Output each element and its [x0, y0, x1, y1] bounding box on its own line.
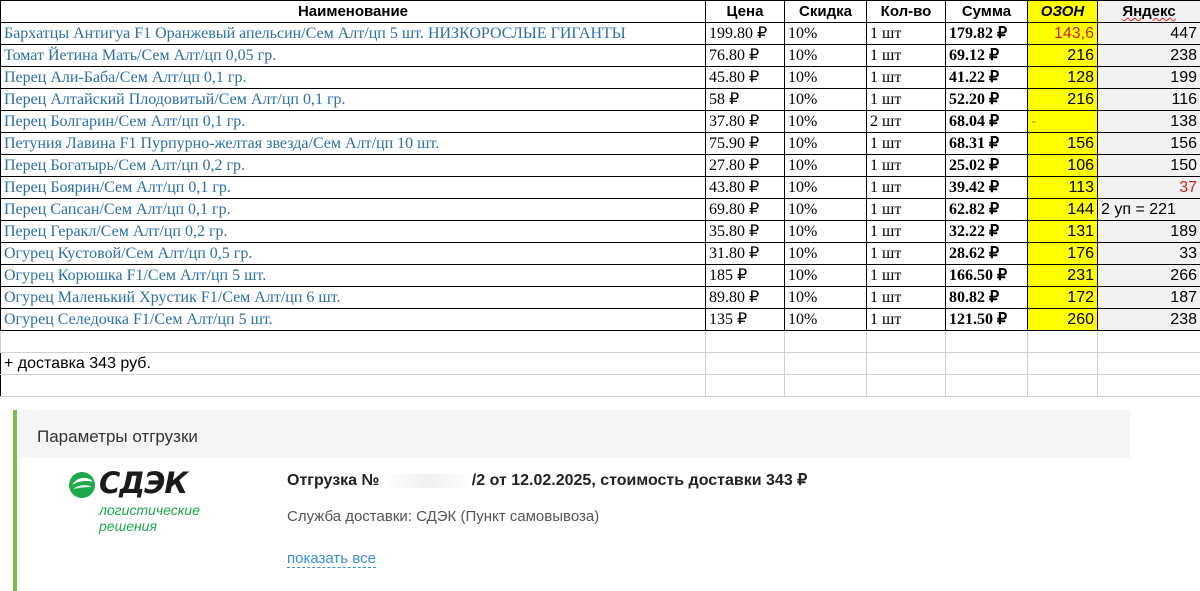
empty-row: [1, 375, 1200, 397]
cell-qty[interactable]: 1 шт: [867, 45, 946, 67]
cell-qty[interactable]: 1 шт: [867, 23, 946, 45]
cell-price[interactable]: 135 ₽: [706, 309, 785, 331]
cell-name[interactable]: Томат Йетина Мать/Сем Алт/цп 0,05 гр.: [1, 45, 706, 67]
cell-name[interactable]: Петуния Лавина F1 Пурпурно-желтая звезда/Сем Алт/цп 10 шт.: [1, 133, 706, 155]
cell-sum[interactable]: 179.82 ₽: [946, 23, 1028, 45]
cell-discount[interactable]: 10%: [785, 309, 867, 331]
show-all-link[interactable]: показать все: [287, 550, 376, 567]
cell-ozon[interactable]: 176: [1028, 243, 1098, 265]
cell-ozon[interactable]: 216: [1028, 45, 1098, 67]
table-row: [1, 243, 1200, 265]
cell-yandex[interactable]: 2 уп = 221: [1098, 199, 1200, 221]
cell-yandex[interactable]: 37: [1098, 177, 1200, 199]
cdek-logo-icon: [67, 470, 97, 500]
empty-cell[interactable]: [706, 331, 785, 353]
table-row: [1, 133, 1200, 155]
empty-cell[interactable]: [1028, 375, 1098, 397]
cell-discount[interactable]: 10%: [785, 243, 867, 265]
cell-name[interactable]: Перец Боярин/Сем Алт/цп 0,1 гр.: [1, 177, 706, 199]
shipment-title: [287, 470, 807, 490]
cell-discount[interactable]: 10%: [785, 155, 867, 177]
redacted-number: [384, 474, 472, 488]
cell-ozon[interactable]: 131: [1028, 221, 1098, 243]
empty-cell[interactable]: [706, 375, 785, 397]
cell-sum[interactable]: 41.22 ₽: [946, 67, 1028, 89]
cell-qty[interactable]: 1 шт: [867, 177, 946, 199]
shipment-prefix: Отгрузка №: [287, 472, 380, 489]
cell-qty[interactable]: 1 шт: [867, 309, 946, 331]
logo-sub-line: логистические: [99, 502, 200, 518]
cell-discount[interactable]: 10%: [785, 67, 867, 89]
cell-discount[interactable]: 10%: [785, 265, 867, 287]
cell-qty[interactable]: 1 шт: [867, 243, 946, 265]
empty-cell[interactable]: [946, 353, 1028, 375]
cell-yandex[interactable]: 156: [1098, 133, 1200, 155]
cell-sum[interactable]: 80.82 ₽: [946, 287, 1028, 309]
table-row: [1, 221, 1200, 243]
cell-price[interactable]: 35.80 ₽: [706, 221, 785, 243]
cell-ozon[interactable]: 216: [1028, 89, 1098, 111]
cdek-logo: [67, 466, 247, 546]
cell-discount[interactable]: 10%: [785, 221, 867, 243]
cell-yandex[interactable]: 199: [1098, 67, 1200, 89]
cell-ozon[interactable]: 113: [1028, 177, 1098, 199]
cell-yandex[interactable]: 238: [1098, 45, 1200, 67]
cell-ozon[interactable]: 143,6: [1028, 23, 1098, 45]
header-price[interactable]: Цена: [706, 1, 785, 23]
empty-cell[interactable]: [867, 375, 946, 397]
cell-name[interactable]: Перец Богатырь/Сем Алт/цп 0,2 гр.: [1, 155, 706, 177]
panel-title: Параметры отгрузки: [17, 410, 1130, 458]
table-row: [1, 177, 1200, 199]
cell-qty[interactable]: 2 шт: [867, 111, 946, 133]
cell-name[interactable]: Огурец Маленький Хрустик F1/Сем Алт/цп 6 шт.: [1, 287, 706, 309]
cell-price[interactable]: 76.80 ₽: [706, 45, 785, 67]
empty-cell[interactable]: [1098, 353, 1200, 375]
table-row: [1, 111, 1200, 133]
cell-name[interactable]: Бархатцы Антигуа F1 Оранжевый апельсин/Сем Алт/цп 5 шт. НИЗКОРОСЛЫЕ ГИГАНТЫ: [1, 23, 706, 45]
cell-discount[interactable]: 10%: [785, 133, 867, 155]
cell-qty[interactable]: 1 шт: [867, 155, 946, 177]
cell-sum[interactable]: 52.20 ₽: [946, 89, 1028, 111]
empty-cell[interactable]: [1028, 331, 1098, 353]
table-row: [1, 155, 1200, 177]
table-row: [1, 67, 1200, 89]
cell-price[interactable]: 69.80 ₽: [706, 199, 785, 221]
cell-sum[interactable]: 69.12 ₽: [946, 45, 1028, 67]
cell-discount[interactable]: 10%: [785, 89, 867, 111]
cell-discount[interactable]: 10%: [785, 111, 867, 133]
logo-word: СДЭК: [99, 466, 188, 500]
cell-ozon[interactable]: 144: [1028, 199, 1098, 221]
empty-cell[interactable]: [1098, 331, 1200, 353]
cell-price[interactable]: 58 ₽: [706, 89, 785, 111]
cell-qty[interactable]: 1 шт: [867, 67, 946, 89]
cell-price[interactable]: 37.80 ₽: [706, 111, 785, 133]
cell-qty[interactable]: 1 шт: [867, 89, 946, 111]
cell-discount[interactable]: 10%: [785, 23, 867, 45]
header-ozon[interactable]: ОЗОН: [1028, 1, 1098, 23]
cell-sum[interactable]: 62.82 ₽: [946, 199, 1028, 221]
cell-discount[interactable]: 10%: [785, 177, 867, 199]
cell-qty[interactable]: 1 шт: [867, 221, 946, 243]
header-name[interactable]: Наименование: [1, 1, 706, 23]
cell-sum[interactable]: 28.62 ₽: [946, 243, 1028, 265]
table-row: [1, 45, 1200, 67]
cell-discount[interactable]: 10%: [785, 287, 867, 309]
cell-yandex[interactable]: 116: [1098, 89, 1200, 111]
empty-cell[interactable]: [1, 375, 706, 397]
cell-yandex[interactable]: 138: [1098, 111, 1200, 133]
empty-cell[interactable]: [867, 331, 946, 353]
empty-cell[interactable]: [1098, 375, 1200, 397]
delivery-row: [1, 353, 1200, 375]
cell-qty[interactable]: 1 шт: [867, 287, 946, 309]
cell-price[interactable]: 185 ₽: [706, 265, 785, 287]
header-yandex[interactable]: Яндекс: [1098, 1, 1200, 23]
cell-name[interactable]: Огурец Корюшка F1/Сем Алт/цп 5 шт.: [1, 265, 706, 287]
cell-ozon[interactable]: 106: [1028, 155, 1098, 177]
cell-price[interactable]: 31.80 ₽: [706, 243, 785, 265]
header-sum[interactable]: Сумма: [946, 1, 1028, 23]
cell-price[interactable]: 199.80 ₽: [706, 23, 785, 45]
cell-discount[interactable]: 10%: [785, 199, 867, 221]
cell-price[interactable]: 75.90 ₽: [706, 133, 785, 155]
cell-ozon[interactable]: 260: [1028, 309, 1098, 331]
cell-yandex[interactable]: 150: [1098, 155, 1200, 177]
cell-yandex[interactable]: 266: [1098, 265, 1200, 287]
empty-cell[interactable]: [785, 353, 867, 375]
cell-yandex[interactable]: 33: [1098, 243, 1200, 265]
shipment-suffix: /2 от 12.02.2025, стоимость доставки 343 ₽: [471, 472, 808, 489]
cell-ozon[interactable]: 128: [1028, 67, 1098, 89]
cell-name[interactable]: Перец Алтайский Плодовитый/Сем Алт/цп 0,1 гр.: [1, 89, 706, 111]
cell-name[interactable]: Перец Сапсан/Сем Алт/цп 0,1 гр.: [1, 199, 706, 221]
cell-name[interactable]: Огурец Кустовой/Сем Алт/цп 0,5 гр.: [1, 243, 706, 265]
cell-ozon[interactable]: 231: [1028, 265, 1098, 287]
cell-sum[interactable]: 25.02 ₽: [946, 155, 1028, 177]
cell-price[interactable]: 45.80 ₽: [706, 67, 785, 89]
cell-price[interactable]: 43.80 ₽: [706, 177, 785, 199]
cell-ozon[interactable]: 172: [1028, 287, 1098, 309]
cell-name[interactable]: Перец Болгарин/Сем Алт/цп 0,1 гр.: [1, 111, 706, 133]
cell-sum[interactable]: 68.31 ₽: [946, 133, 1028, 155]
logo-subtitle: [99, 502, 200, 534]
table-row: [1, 199, 1200, 221]
cell-qty[interactable]: 1 шт: [867, 133, 946, 155]
empty-cell[interactable]: [1, 331, 706, 353]
table-row: [1, 265, 1200, 287]
cell-yandex[interactable]: 189: [1098, 221, 1200, 243]
cell-sum[interactable]: 39.42 ₽: [946, 177, 1028, 199]
cell-name[interactable]: Перец Геракл/Сем Алт/цп 0,2 гр.: [1, 221, 706, 243]
cell-ozon[interactable]: -: [1028, 111, 1098, 133]
cell-qty[interactable]: 1 шт: [867, 199, 946, 221]
cell-ozon[interactable]: 156: [1028, 133, 1098, 155]
cell-name[interactable]: Перец Али-Баба/Сем Алт/цп 0,1 гр.: [1, 67, 706, 89]
empty-cell[interactable]: [867, 353, 946, 375]
header-row: [1, 1, 1200, 23]
cell-discount[interactable]: 10%: [785, 45, 867, 67]
delivery-note[interactable]: + доставка 343 руб.: [1, 353, 706, 375]
empty-cell[interactable]: [1028, 353, 1098, 375]
empty-cell[interactable]: [785, 375, 867, 397]
cell-yandex[interactable]: 447: [1098, 23, 1200, 45]
logo-sub-line: решения: [99, 518, 157, 534]
header-qty[interactable]: Кол-во: [867, 1, 946, 23]
table-row: [1, 89, 1200, 111]
header-discount[interactable]: Скидка: [785, 1, 867, 23]
cell-yandex[interactable]: 187: [1098, 287, 1200, 309]
table-row: [1, 23, 1200, 45]
delivery-service: Служба доставки: СДЭК (Пункт самовывоза): [287, 508, 600, 525]
cell-sum[interactable]: 32.22 ₽: [946, 221, 1028, 243]
cell-price[interactable]: 89.80 ₽: [706, 287, 785, 309]
empty-cell[interactable]: [946, 375, 1028, 397]
empty-cell[interactable]: [785, 331, 867, 353]
table-row: [1, 309, 1200, 331]
empty-cell[interactable]: [946, 331, 1028, 353]
empty-cell[interactable]: [706, 353, 785, 375]
cell-sum[interactable]: 68.04 ₽: [946, 111, 1028, 133]
cell-yandex[interactable]: 238: [1098, 309, 1200, 331]
cell-qty[interactable]: 1 шт: [867, 265, 946, 287]
cell-sum[interactable]: 166.50 ₽: [946, 265, 1028, 287]
cell-name[interactable]: Огурец Селедочка F1/Сем Алт/цп 5 шт.: [1, 309, 706, 331]
cell-price[interactable]: 27.80 ₽: [706, 155, 785, 177]
empty-row: [1, 331, 1200, 353]
table-row: [1, 287, 1200, 309]
cell-sum[interactable]: 121.50 ₽: [946, 309, 1028, 331]
shipment-panel: [13, 410, 1130, 591]
